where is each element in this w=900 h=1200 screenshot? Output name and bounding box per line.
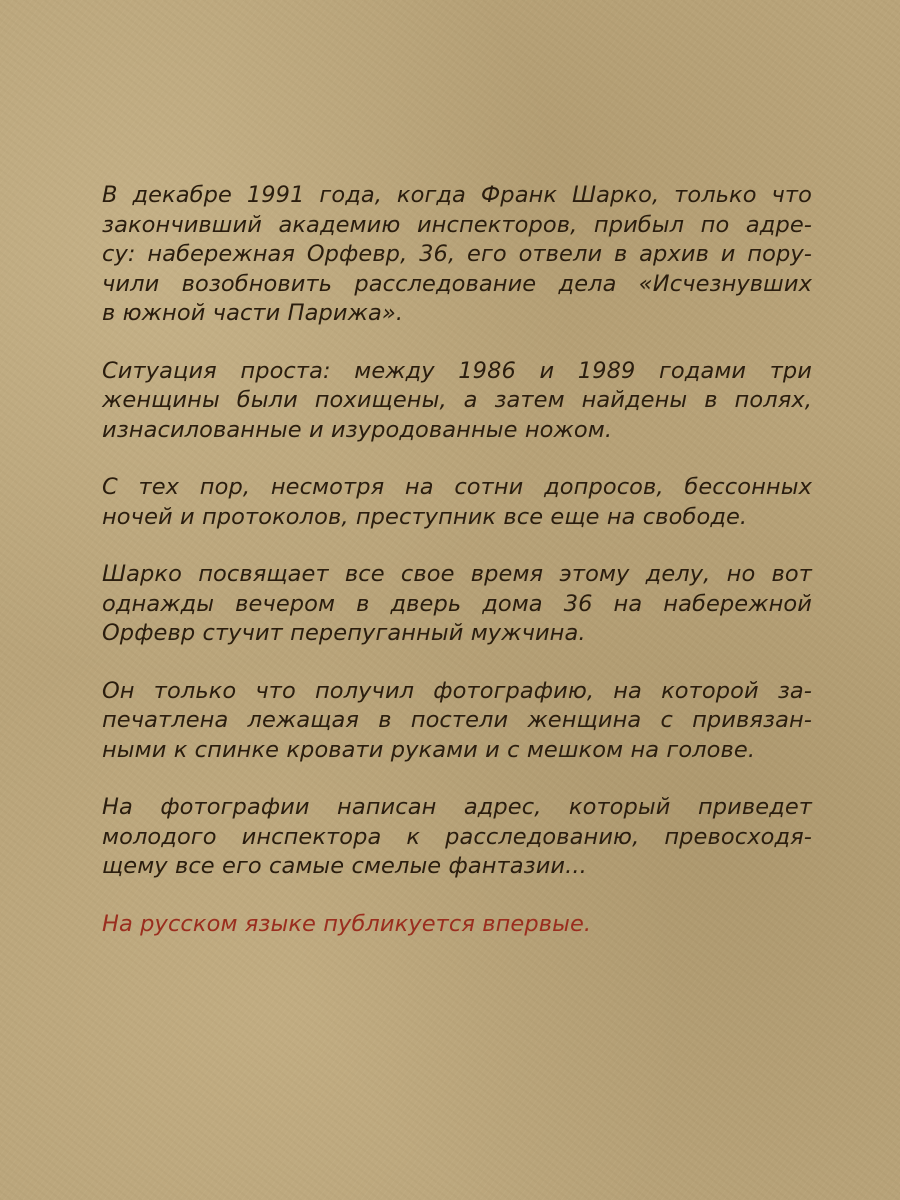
- text-line: щему все его самые смелые фантазии...: [102, 853, 587, 879]
- text-line: ночей и протоколов, преступник все еще на свободе.: [102, 503, 748, 530]
- paragraph-since-then: [102, 473, 812, 532]
- text-line: Ситуация проста: между 1986 и 1989 годами три: [102, 357, 812, 384]
- text-line: чили возобновить расследование дела «Исчезнувших: [102, 270, 812, 297]
- text-line: печатлена лежащая в постели женщина с привязан-: [102, 707, 812, 733]
- text-line: В декабре 1991 года, когда Франк Шарко, только что: [102, 182, 812, 208]
- text-line: изнасилованные и изуродованные ножом.: [102, 416, 613, 443]
- first-publication-note: [102, 910, 812, 940]
- text-line: су: набережная Орфевр, 36, его отвели в архив и пору-: [102, 241, 812, 267]
- text-line: Орфевр стучит перепуганный мужчина.: [102, 620, 586, 646]
- text-line: ными к спинке кровати руками и с мешком на голове.: [102, 736, 756, 763]
- paragraph-photo: [102, 677, 812, 766]
- text-line: однажды вечером в дверь дома 36 на набережной: [102, 590, 812, 617]
- text-line: в южной части Парижа».: [102, 300, 404, 326]
- paragraph-sharko: [102, 560, 812, 649]
- paragraph-address: [102, 793, 812, 882]
- back-cover-text: [102, 181, 812, 967]
- text-line: Шарко посвящает все свое время этому делу, но вот: [102, 561, 812, 587]
- paragraph-intro: [102, 181, 812, 329]
- paragraph-situation: [102, 357, 812, 446]
- tagline-text: На русском языке публикуется впервые.: [102, 910, 592, 937]
- text-line: На фотографии написан адрес, который приведет: [102, 794, 812, 820]
- text-line: женщины были похищены, а затем найдены в полях,: [102, 387, 812, 413]
- text-line: Он только что получил фотографию, на которой за-: [102, 677, 812, 704]
- text-line: закончивший академию инспекторов, прибыл по адре-: [102, 211, 812, 238]
- text-line: С тех пор, несмотря на сотни допросов, бессонных: [102, 474, 812, 500]
- text-line: молодого инспектора к расследованию, превосходя-: [102, 823, 812, 850]
